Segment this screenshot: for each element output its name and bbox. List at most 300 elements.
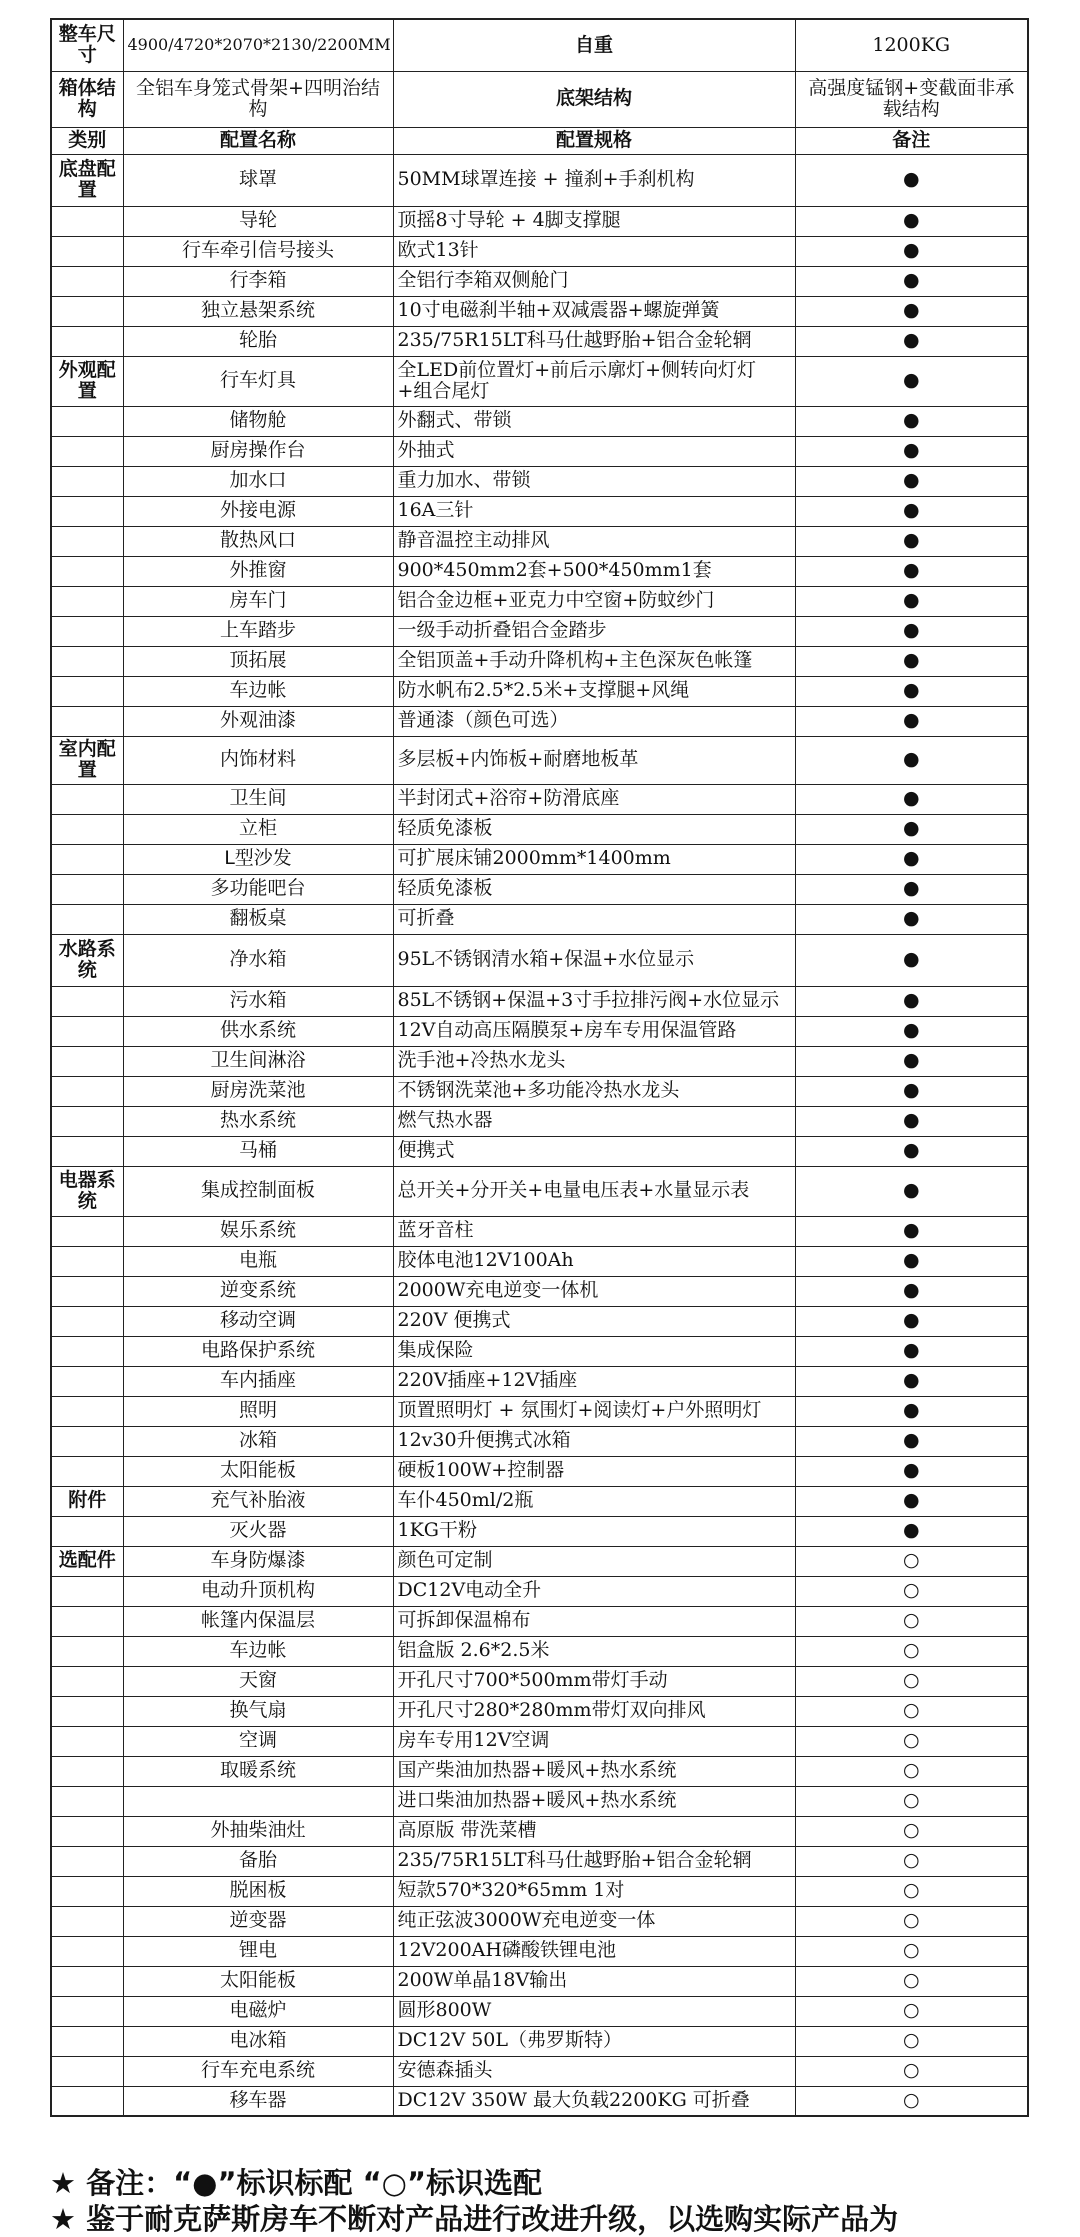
category-cell	[51, 1276, 123, 1306]
category-cell	[51, 1246, 123, 1276]
table-row	[51, 1456, 1028, 1486]
config-spec-cell: 开孔尺寸700*500mm带灯手动	[393, 1666, 795, 1696]
config-spec-cell: 重力加水、带锁	[393, 466, 795, 496]
config-name-cell: 卫生间淋浴	[123, 1046, 393, 1076]
table-row	[51, 1906, 1028, 1936]
config-spec-cell: DC12V 350W 最大负载2200KG 可折叠	[393, 2086, 795, 2116]
category-cell	[51, 1046, 123, 1076]
category-cell	[51, 1336, 123, 1366]
category-cell	[51, 296, 123, 326]
config-name-cell: 顶拓展	[123, 646, 393, 676]
category-cell	[51, 986, 123, 1016]
category-cell	[51, 646, 123, 676]
note-mark-cell: ●	[795, 466, 1028, 496]
config-name-cell: 照明	[123, 1396, 393, 1426]
config-name-cell: 内饰材料	[123, 736, 393, 784]
note-mark-cell: ○	[795, 1756, 1028, 1786]
note-mark-cell: ●	[795, 1276, 1028, 1306]
category-cell	[51, 556, 123, 586]
note-mark-cell: ●	[795, 296, 1028, 326]
table-header	[51, 127, 1028, 154]
config-spec-cell: 普通漆（颜色可选）	[393, 706, 795, 736]
category-cell	[51, 2086, 123, 2116]
config-spec-cell: 50MM球罩连接 + 撞刹+手刹机构	[393, 154, 795, 206]
note-mark-cell: ●	[795, 904, 1028, 934]
config-spec-cell: 颜色可定制	[393, 1546, 795, 1576]
table-row	[51, 784, 1028, 814]
config-spec-cell: 200W单晶18V输出	[393, 1966, 795, 1996]
note-mark-cell: ●	[795, 874, 1028, 904]
category-cell	[51, 236, 123, 266]
note-mark-cell: ●	[795, 1046, 1028, 1076]
config-spec-cell: 国产柴油加热器+暖风+热水系统	[393, 1756, 795, 1786]
config-spec-cell: 洗手池+冷热水龙头	[393, 1046, 795, 1076]
config-name-cell: 集成控制面板	[123, 1166, 393, 1216]
category-cell	[51, 1666, 123, 1696]
category-cell	[51, 326, 123, 356]
category-cell	[51, 496, 123, 526]
config-spec-cell: DC12V电动全升	[393, 1576, 795, 1606]
category-cell	[51, 1786, 123, 1816]
config-spec-cell: 铝盒版 2.6*2.5米	[393, 1636, 795, 1666]
config-name-cell: 车边帐	[123, 676, 393, 706]
config-name-cell: 换气扇	[123, 1696, 393, 1726]
table-row	[51, 236, 1028, 266]
config-spec-cell: 高原版 带洗菜槽	[393, 1816, 795, 1846]
config-spec-cell: 10寸电磁刹半轴+双减震器+螺旋弹簧	[393, 296, 795, 326]
table-row	[51, 154, 1028, 206]
table-row	[51, 844, 1028, 874]
category-cell	[51, 1396, 123, 1426]
note-mark-cell: ●	[795, 586, 1028, 616]
table-row	[51, 1136, 1028, 1166]
config-spec-cell: 硬板100W+控制器	[393, 1456, 795, 1486]
config-name-cell: 逆变系统	[123, 1276, 393, 1306]
table-row	[51, 556, 1028, 586]
table-row	[51, 1756, 1028, 1786]
note-mark-cell: ○	[795, 1546, 1028, 1576]
note-mark-cell: ○	[795, 1966, 1028, 1996]
config-name-cell: 上车踏步	[123, 616, 393, 646]
config-name-cell: 散热风口	[123, 526, 393, 556]
config-name-cell: 车内插座	[123, 1366, 393, 1396]
config-spec-cell: 蓝牙音柱	[393, 1216, 795, 1246]
table-row	[51, 436, 1028, 466]
config-name-cell: 锂电	[123, 1936, 393, 1966]
config-spec-cell: 全LED前位置灯+前后示廓灯+侧转向灯灯+组合尾灯	[393, 356, 795, 406]
header-category: 类别	[51, 127, 123, 154]
header-name: 配置名称	[123, 127, 393, 154]
config-name-cell: 翻板桌	[123, 904, 393, 934]
table-row	[51, 526, 1028, 556]
config-spec-cell: 纯正弦波3000W充电逆变一体	[393, 1906, 795, 1936]
note-mark-cell: ●	[795, 1076, 1028, 1106]
table-row	[51, 1046, 1028, 1076]
note-mark-cell: ○	[795, 1906, 1028, 1936]
category-cell	[51, 1876, 123, 1906]
category-cell: 选配件	[51, 1546, 123, 1576]
config-name-cell: 充气补胎液	[123, 1486, 393, 1516]
note-mark-cell: ●	[795, 1516, 1028, 1546]
config-spec-cell: 进口柴油加热器+暖风+热水系统	[393, 1786, 795, 1816]
category-cell	[51, 586, 123, 616]
summary-row-size	[51, 19, 1028, 71]
category-cell	[51, 1576, 123, 1606]
table-row	[51, 1336, 1028, 1366]
category-cell	[51, 1426, 123, 1456]
disclaimer-note: ★ 鉴于耐克萨斯房车不断对产品进行改进升级，以选购实际产品为	[50, 2202, 899, 2236]
header-spec: 配置规格	[393, 127, 795, 154]
table-row	[51, 1606, 1028, 1636]
note-mark-cell: ○	[795, 2086, 1028, 2116]
table-row	[51, 1876, 1028, 1906]
config-spec-cell: 铝合金边框+亚克力中空窗+防蚊纱门	[393, 586, 795, 616]
config-name-cell: 行车灯具	[123, 356, 393, 406]
note-mark-cell: ●	[795, 784, 1028, 814]
category-cell	[51, 1846, 123, 1876]
note-mark-cell: ●	[795, 736, 1028, 784]
note-mark-cell: ○	[795, 1636, 1028, 1666]
config-spec-cell: 外翻式、带锁	[393, 406, 795, 436]
table-row	[51, 296, 1028, 326]
note-mark-cell: ●	[795, 1396, 1028, 1426]
config-spec-cell: 胶体电池12V100Ah	[393, 1246, 795, 1276]
table-row	[51, 586, 1028, 616]
note-mark-cell: ●	[795, 236, 1028, 266]
config-spec-cell: 235/75R15LT科马仕越野胎+铝合金轮辋	[393, 326, 795, 356]
table-row	[51, 466, 1028, 496]
config-spec-cell: 95L不锈钢清水箱+保温+水位显示	[393, 934, 795, 986]
category-cell: 底盘配置	[51, 154, 123, 206]
config-spec-cell: 集成保险	[393, 1336, 795, 1366]
chassis-label: 底架结构	[393, 71, 795, 127]
config-spec-cell: 可折叠	[393, 904, 795, 934]
body-value: 全铝车身笼式骨架+四明治结构	[123, 71, 393, 127]
table-row	[51, 1726, 1028, 1756]
table-row	[51, 406, 1028, 436]
category-cell	[51, 406, 123, 436]
config-name-cell: 独立悬架系统	[123, 296, 393, 326]
table-row	[51, 1486, 1028, 1516]
note-mark-cell: ○	[795, 2056, 1028, 2086]
config-spec-cell: 顶置照明灯 + 氛围灯+阅读灯+户外照明灯	[393, 1396, 795, 1426]
config-name-cell: 储物舱	[123, 406, 393, 436]
summary-row-structure	[51, 71, 1028, 127]
config-spec-cell: 不锈钢洗菜池+多功能冷热水龙头	[393, 1076, 795, 1106]
config-name-cell: 卫生间	[123, 784, 393, 814]
config-spec-cell: 圆形800W	[393, 1996, 795, 2026]
note-mark-cell: ○	[795, 1996, 1028, 2026]
config-spec-cell: 防水帆布2.5*2.5米+支撑腿+风绳	[393, 676, 795, 706]
category-cell	[51, 1306, 123, 1336]
category-cell	[51, 206, 123, 236]
table-row	[51, 1396, 1028, 1426]
config-name-cell: 外抽柴油灶	[123, 1816, 393, 1846]
config-spec-cell: 12v30升便携式冰箱	[393, 1426, 795, 1456]
table-row	[51, 1246, 1028, 1276]
config-spec-cell: 一级手动折叠铝合金踏步	[393, 616, 795, 646]
table-row	[51, 2056, 1028, 2086]
category-cell	[51, 814, 123, 844]
category-cell	[51, 1906, 123, 1936]
body-label: 箱体结构	[51, 71, 123, 127]
config-name-cell: 净水箱	[123, 934, 393, 986]
legend-note: ★ 备注：“●”标识标配 “○”标识选配	[50, 2166, 543, 2200]
config-spec-cell: 欧式13针	[393, 236, 795, 266]
table-row	[51, 1106, 1028, 1136]
table-row	[51, 1786, 1028, 1816]
config-spec-cell: 顶摇8寸导轮 + 4脚支撑腿	[393, 206, 795, 236]
table-row	[51, 1366, 1028, 1396]
config-spec-cell: 220V 便携式	[393, 1306, 795, 1336]
table-row	[51, 874, 1028, 904]
note-mark-cell: ●	[795, 356, 1028, 406]
table-row	[51, 1166, 1028, 1216]
config-spec-cell: 220V插座+12V插座	[393, 1366, 795, 1396]
table-row	[51, 356, 1028, 406]
config-name-cell: 移车器	[123, 2086, 393, 2116]
table-row	[51, 1966, 1028, 1996]
config-spec-cell: 静音温控主动排风	[393, 526, 795, 556]
category-cell	[51, 466, 123, 496]
note-mark-cell: ●	[795, 154, 1028, 206]
category-cell	[51, 1756, 123, 1786]
config-spec-cell: 1KG干粉	[393, 1516, 795, 1546]
category-cell	[51, 1076, 123, 1106]
category-cell	[51, 526, 123, 556]
table-row	[51, 676, 1028, 706]
config-spec-cell: 全铝顶盖+手动升降机构+主色深灰色帐篷	[393, 646, 795, 676]
note-mark-cell: ●	[795, 1336, 1028, 1366]
table-row	[51, 496, 1028, 526]
config-name-cell: 天窗	[123, 1666, 393, 1696]
category-cell: 电器系统	[51, 1166, 123, 1216]
note-mark-cell: ●	[795, 1246, 1028, 1276]
config-name-cell: 电动升顶机构	[123, 1576, 393, 1606]
note-mark-cell: ●	[795, 1486, 1028, 1516]
table-row	[51, 904, 1028, 934]
config-name-cell: 厨房操作台	[123, 436, 393, 466]
note-mark-cell: ●	[795, 1136, 1028, 1166]
note-mark-cell: ○	[795, 1876, 1028, 1906]
config-name-cell: 电磁炉	[123, 1996, 393, 2026]
note-mark-cell: ○	[795, 1576, 1028, 1606]
category-cell	[51, 1996, 123, 2026]
config-name-cell: 多功能吧台	[123, 874, 393, 904]
note-mark-cell: ●	[795, 844, 1028, 874]
note-mark-cell: ●	[795, 1106, 1028, 1136]
table-row	[51, 1216, 1028, 1246]
note-mark-cell: ●	[795, 206, 1028, 236]
note-mark-cell: ●	[795, 1166, 1028, 1216]
config-spec-cell: 900*450mm2套+500*450mm1套	[393, 556, 795, 586]
note-mark-cell: ●	[795, 1016, 1028, 1046]
table-row	[51, 1276, 1028, 1306]
note-mark-cell: ○	[795, 1606, 1028, 1636]
category-cell	[51, 266, 123, 296]
config-name-cell: 灭火器	[123, 1516, 393, 1546]
category-cell: 水路系统	[51, 934, 123, 986]
table-row	[51, 616, 1028, 646]
note-mark-cell: ●	[795, 676, 1028, 706]
config-spec-cell: 开孔尺寸280*280mm带灯双向排风	[393, 1696, 795, 1726]
size-value: 4900/4720*2070*2130/2200MM	[123, 19, 393, 71]
note-mark-cell: ●	[795, 436, 1028, 466]
note-mark-cell: ○	[795, 1726, 1028, 1756]
category-cell	[51, 1966, 123, 1996]
config-name-cell: 行李箱	[123, 266, 393, 296]
config-name-cell: 逆变器	[123, 1906, 393, 1936]
note-mark-cell: ●	[795, 1216, 1028, 1246]
config-name-cell: 行车牵引信号接头	[123, 236, 393, 266]
table-row	[51, 1666, 1028, 1696]
weight-label: 自重	[393, 19, 795, 71]
config-name-cell: 车边帐	[123, 1636, 393, 1666]
category-cell	[51, 904, 123, 934]
config-spec-cell: 2000W充电逆变一体机	[393, 1276, 795, 1306]
category-cell	[51, 1516, 123, 1546]
config-name-cell: 外观油漆	[123, 706, 393, 736]
config-name-cell: 冰箱	[123, 1426, 393, 1456]
note-mark-cell: ●	[795, 616, 1028, 646]
table-row	[51, 706, 1028, 736]
note-mark-cell: ●	[795, 326, 1028, 356]
table-row	[51, 1016, 1028, 1046]
category-cell: 附件	[51, 1486, 123, 1516]
config-spec-cell: 235/75R15LT科马仕越野胎+铝合金轮辋	[393, 1846, 795, 1876]
category-cell	[51, 1456, 123, 1486]
config-spec-cell: 12V200AH磷酸铁锂电池	[393, 1936, 795, 1966]
table-row	[51, 1846, 1028, 1876]
note-mark-cell: ●	[795, 1306, 1028, 1336]
note-mark-cell: ○	[795, 1666, 1028, 1696]
config-spec-cell: 便携式	[393, 1136, 795, 1166]
config-name-cell: 厨房洗菜池	[123, 1076, 393, 1106]
config-name-cell: 供水系统	[123, 1016, 393, 1046]
note-mark-cell: ○	[795, 1816, 1028, 1846]
config-spec-cell: 房车专用12V空调	[393, 1726, 795, 1756]
table-row	[51, 1426, 1028, 1456]
note-mark-cell: ●	[795, 706, 1028, 736]
config-spec-cell: 可扩展床铺2000mm*1400mm	[393, 844, 795, 874]
category-cell	[51, 874, 123, 904]
config-name-cell: 电冰箱	[123, 2026, 393, 2056]
config-name-cell: 太阳能板	[123, 1966, 393, 1996]
config-spec-cell: 燃气热水器	[393, 1106, 795, 1136]
config-name-cell: 外接电源	[123, 496, 393, 526]
config-spec-cell: 短款570*320*65mm 1对	[393, 1876, 795, 1906]
note-mark-cell: ○	[795, 1696, 1028, 1726]
config-spec-cell: 外抽式	[393, 436, 795, 466]
table-row	[51, 814, 1028, 844]
config-name-cell: 轮胎	[123, 326, 393, 356]
table-row	[51, 206, 1028, 236]
table-row	[51, 2026, 1028, 2056]
table-row	[51, 934, 1028, 986]
note-mark-cell: ●	[795, 1366, 1028, 1396]
config-spec-cell: 可拆卸保温棉布	[393, 1606, 795, 1636]
note-mark-cell: ○	[795, 1786, 1028, 1816]
config-name-cell: 马桶	[123, 1136, 393, 1166]
config-name-cell: 脱困板	[123, 1876, 393, 1906]
config-name-cell: 取暖系统	[123, 1756, 393, 1786]
table-row	[51, 1696, 1028, 1726]
config-name-cell: 空调	[123, 1726, 393, 1756]
category-cell	[51, 784, 123, 814]
config-name-cell: 加水口	[123, 466, 393, 496]
category-cell	[51, 1366, 123, 1396]
table-row	[51, 1076, 1028, 1106]
category-cell	[51, 706, 123, 736]
weight-value: 1200KG	[795, 19, 1028, 71]
category-cell	[51, 1606, 123, 1636]
category-cell	[51, 1936, 123, 1966]
note-mark-cell: ○	[795, 1846, 1028, 1876]
table-row	[51, 986, 1028, 1016]
config-spec-cell: DC12V 50L（弗罗斯特）	[393, 2026, 795, 2056]
category-cell	[51, 1696, 123, 1726]
config-spec-cell: 轻质免漆板	[393, 874, 795, 904]
spec-sheet	[50, 18, 1027, 2117]
category-cell	[51, 2026, 123, 2056]
category-cell	[51, 1636, 123, 1666]
note-mark-cell: ○	[795, 1936, 1028, 1966]
category-cell	[51, 436, 123, 466]
spec-table	[50, 18, 1029, 2117]
config-spec-cell: 总开关+分开关+电量电压表+水量显示表	[393, 1166, 795, 1216]
config-spec-cell: 全铝行李箱双侧舱门	[393, 266, 795, 296]
note-mark-cell: ●	[795, 556, 1028, 586]
config-spec-cell: 半封闭式+浴帘+防滑底座	[393, 784, 795, 814]
config-spec-cell: 12V自动高压隔膜泵+房车专用保温管路	[393, 1016, 795, 1046]
config-name-cell: 移动空调	[123, 1306, 393, 1336]
config-name-cell: 太阳能板	[123, 1456, 393, 1486]
table-row	[51, 736, 1028, 784]
table-row	[51, 1516, 1028, 1546]
config-name-cell: 污水箱	[123, 986, 393, 1016]
category-cell	[51, 1136, 123, 1166]
note-mark-cell: ●	[795, 646, 1028, 676]
category-cell: 室内配置	[51, 736, 123, 784]
category-cell	[51, 676, 123, 706]
config-name-cell: 帐篷内保温层	[123, 1606, 393, 1636]
table-row	[51, 1636, 1028, 1666]
config-name-cell: 娱乐系统	[123, 1216, 393, 1246]
config-spec-cell: 85L不锈钢+保温+3寸手拉排污阀+水位显示	[393, 986, 795, 1016]
note-mark-cell: ○	[795, 2026, 1028, 2056]
chassis-value: 高强度锰钢+变截面非承载结构	[795, 71, 1028, 127]
table-row	[51, 646, 1028, 676]
config-name-cell: 行车充电系统	[123, 2056, 393, 2086]
note-mark-cell: ●	[795, 1456, 1028, 1486]
category-cell	[51, 1016, 123, 1046]
table-row	[51, 1936, 1028, 1966]
config-name-cell: 房车门	[123, 586, 393, 616]
config-spec-cell: 车仆450ml/2瓶	[393, 1486, 795, 1516]
note-mark-cell: ●	[795, 496, 1028, 526]
config-spec-cell: 16A三针	[393, 496, 795, 526]
category-cell	[51, 844, 123, 874]
config-spec-cell: 多层板+内饰板+耐磨地板革	[393, 736, 795, 784]
note-mark-cell: ●	[795, 934, 1028, 986]
category-cell: 外观配置	[51, 356, 123, 406]
category-cell	[51, 2056, 123, 2086]
config-spec-cell: 安德森插头	[393, 2056, 795, 2086]
config-name-cell: 球罩	[123, 154, 393, 206]
config-name-cell: 热水系统	[123, 1106, 393, 1136]
table-row	[51, 2086, 1028, 2116]
table-row	[51, 1996, 1028, 2026]
